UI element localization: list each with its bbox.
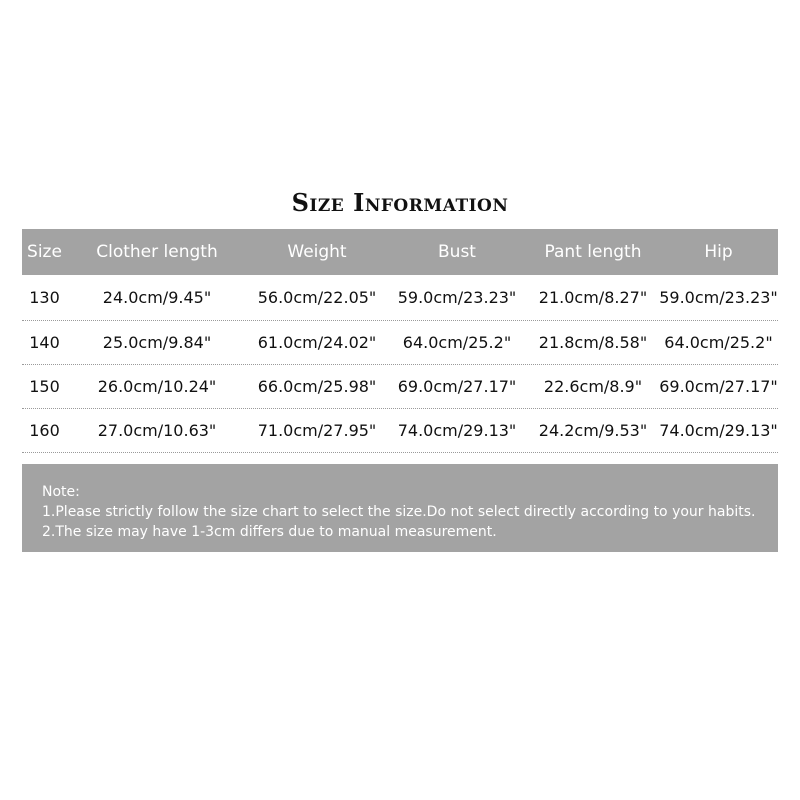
cell-pant-length: 22.6cm/8.9" (543, 377, 643, 396)
cell-weight: 66.0cm/25.98" (257, 377, 377, 396)
cell-clother-length: 27.0cm/10.63" (97, 421, 217, 440)
cell-bust: 59.0cm/23.23" (397, 288, 517, 307)
note-heading: Note: (42, 484, 80, 500)
note-line-2: 2.The size may have 1-3cm differs due to manual measurement. (42, 524, 497, 540)
cell-size: 140 (29, 333, 60, 352)
cell-weight: 56.0cm/22.05" (257, 288, 377, 307)
cell-hip: 69.0cm/27.17" (659, 377, 778, 396)
table-row (22, 275, 778, 321)
cell-weight: 61.0cm/24.02" (257, 333, 377, 352)
cell-pant-length: 21.0cm/8.27" (538, 288, 648, 307)
cell-size: 160 (29, 421, 60, 440)
header-weight: Weight (287, 242, 347, 262)
header-clother-length: Clother length (96, 242, 218, 262)
header-pant-length: Pant length (544, 242, 642, 262)
header-hip: Hip (704, 242, 733, 262)
header-bust: Bust (438, 242, 476, 262)
table-row (22, 321, 778, 365)
size-table (22, 229, 778, 453)
cell-size: 150 (29, 377, 60, 396)
table-row (22, 365, 778, 409)
cell-bust: 69.0cm/27.17" (397, 377, 517, 396)
cell-weight: 71.0cm/27.95" (257, 421, 377, 440)
cell-pant-length: 24.2cm/9.53" (538, 421, 648, 440)
cell-clother-length: 24.0cm/9.45" (102, 288, 212, 307)
cell-clother-length: 25.0cm/9.84" (102, 333, 212, 352)
note-box (22, 464, 778, 552)
cell-pant-length: 21.8cm/8.58" (538, 333, 648, 352)
cell-hip: 59.0cm/23.23" (659, 288, 778, 307)
note-line-1: 1.Please strictly follow the size chart to select the size.Do not select directly according to your habits. (42, 504, 756, 520)
table-row (22, 409, 778, 453)
table-header-row (22, 229, 778, 275)
page-title: Size Information (291, 188, 509, 217)
cell-bust: 64.0cm/25.2" (402, 333, 512, 352)
cell-size: 130 (29, 288, 60, 307)
header-size: Size (27, 242, 62, 262)
cell-bust: 74.0cm/29.13" (397, 421, 517, 440)
cell-clother-length: 26.0cm/10.24" (97, 377, 217, 396)
cell-hip: 74.0cm/29.13" (659, 421, 778, 440)
cell-hip: 64.0cm/25.2" (664, 333, 773, 352)
